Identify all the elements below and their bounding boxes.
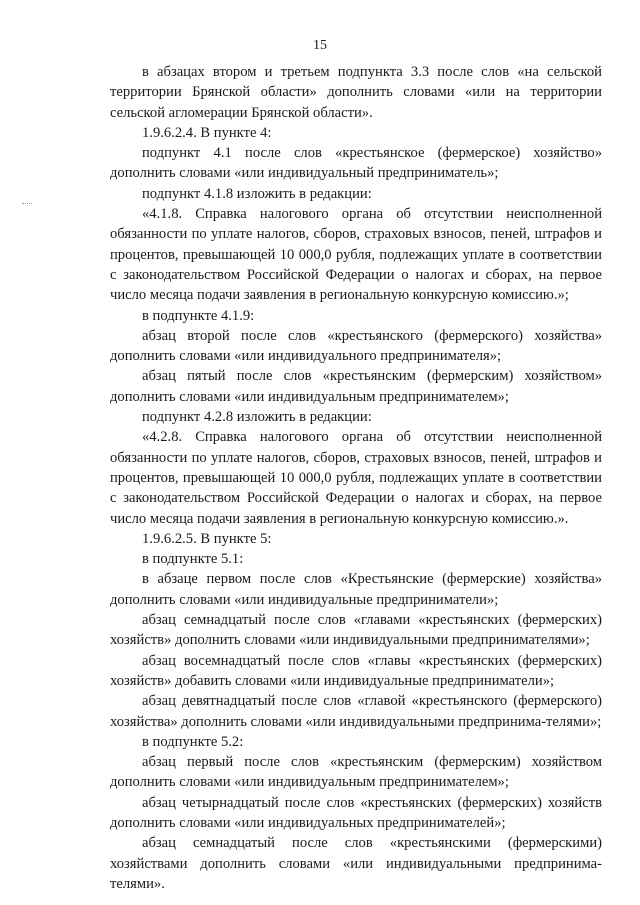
page-number: 15 xyxy=(313,38,327,53)
paragraph-18: абзац первый после слов «крестьянским (фермерским) хозяйством дополнить словами «или индивидуальным предпринимателем»; xyxy=(110,754,602,791)
paragraph-17: в подпункте 5.2: xyxy=(142,733,244,750)
paragraph-11: 1.9.6.2.5. В пункте 5: xyxy=(142,530,272,547)
paragraph-2: 1.9.6.2.4. В пункте 4: xyxy=(142,124,272,141)
paragraph-19: абзац четырнадцатый после слов «крестьянских (фермерских) хозяйств дополнить словами «или индивидуальных предпринимателей»; xyxy=(110,794,602,831)
paragraph-13: в абзаце первом после слов «Крестьянские (фермерские) хозяйства» дополнить словами «или индивидуальные предприниматели»; xyxy=(110,571,602,608)
paragraph-16: абзац девятнадцатый после слов «главой «крестьянского (фермерского) хозяйства» дополнить словами «или индивидуальными предпринима-телями»; xyxy=(110,693,602,730)
paragraph-8: абзац пятый после слов «крестьянским (фермерским) хозяйством» дополнить словами «или индивидуальным предпринимателем»; xyxy=(110,368,602,405)
paragraph-9: подпункт 4.2.8 изложить в редакции: xyxy=(142,409,372,426)
paragraph-3: подпункт 4.1 после слов «крестьянское (фермерское) хозяйство» дополнить словами «или индивидуальный предприниматель»; xyxy=(110,145,602,182)
paragraph-5: «4.1.8. Справка налогового органа об отсутствии неисполненной обязанности по уплате налогов, сборов, страховых взносов, пеней, штрафов и процентов, превышающей 10 000,0 рубля, подлежащих уплате в соответствии с законодательством Российской Федерации о налогах и сборах, на первое число месяца подачи заявления в региональную конкурсную комиссию.»; xyxy=(110,206,602,304)
paragraph-15: абзац восемнадцатый после слов «главы «крестьянских (фермерских) хозяйств» добавить словами «или индивидуальные предприниматели»; xyxy=(110,652,602,689)
paragraph-7: абзац второй после слов «крестьянского (фермерского) хозяйства» дополнить словами «или индивидуального предпринимателя»; xyxy=(110,327,602,365)
paragraph-4: подпункт 4.1.8 изложить в редакции: xyxy=(142,185,372,202)
paragraph-1: в абзацах втором и третьем подпункта 3.3 после слов «на сельской территории Брянской области» дополнить словами «или на территории сельской агломерации Брянской области». xyxy=(110,64,602,121)
margin-mark xyxy=(22,203,32,205)
paragraph-6: в подпункте 4.1.9: xyxy=(142,307,255,324)
paragraph-12: в подпункте 5.1: xyxy=(142,551,244,568)
paragraph-20: абзац семнадцатый после слов «крестьянскими (фермерскими) хозяйствами дополнить словами «или индивидуальными предпринима-телями». xyxy=(110,835,602,892)
paragraph-14: абзац семнадцатый после слов «главами «крестьянских (фермерских) хозяйств» дополнить словами «или индивидуальными предпринимателями»; xyxy=(110,612,602,649)
document-body xyxy=(110,62,602,894)
paragraph-10: «4.2.8. Справка налогового органа об отсутствии неисполненной обязанности по уплате налогов, сборов, страховых взносов, пеней, штрафов и процентов, превышающей 10 000,0 рубля, подлежащих уплате в соответствии с законодательством Российской Федерации о налогах и сборах, на первое число месяца подачи заявления в региональную конкурсную комиссию.». xyxy=(110,429,602,527)
